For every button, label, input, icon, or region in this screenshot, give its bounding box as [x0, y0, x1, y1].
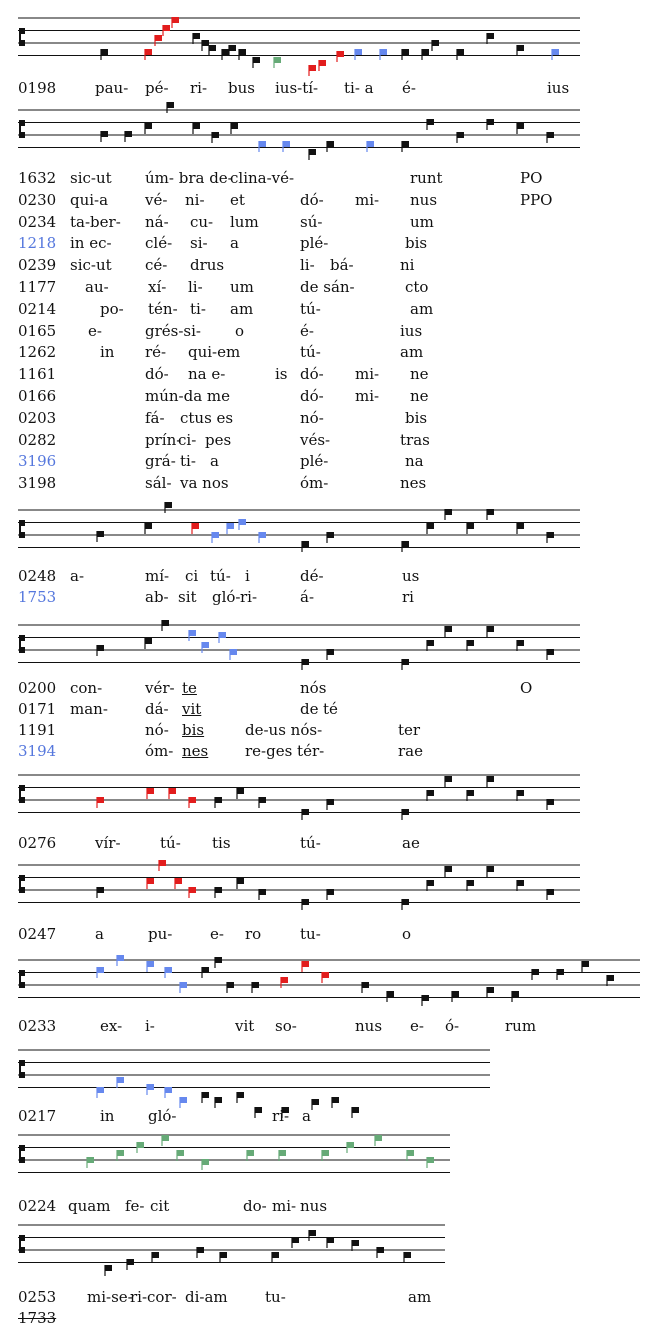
row-id: 1632: [18, 169, 57, 187]
c-clef-icon: [19, 785, 25, 803]
c-clef-icon: [19, 1060, 25, 1078]
neume-note: [239, 49, 246, 55]
neume-note: [215, 887, 222, 893]
syllable: li-: [188, 278, 203, 296]
syllable: lum: [230, 212, 259, 231]
neume-note: [547, 132, 554, 138]
neume-note: [432, 40, 439, 46]
lyric-row: 0198 pau- pé- ri- bus ius-tí- ti- a é- ius: [18, 79, 570, 97]
syllable: grá-: [145, 452, 176, 471]
neume-note: [487, 626, 494, 632]
neume-note: [101, 131, 108, 137]
neume-note: [97, 645, 104, 651]
neume-note: [355, 49, 362, 55]
staff-system-6: [0, 855, 657, 915]
syllable: ti-: [190, 299, 206, 318]
neume-note: [259, 889, 266, 895]
neume-note: [230, 649, 237, 655]
neume-note: [97, 797, 104, 803]
neume-note: [327, 889, 334, 895]
syllable: de sán-: [300, 278, 355, 296]
neume-note: [467, 523, 474, 529]
syllable: bá-: [330, 256, 354, 275]
syllable: é-: [300, 321, 314, 340]
neume-note: [259, 797, 266, 803]
neume-note: [427, 119, 434, 125]
syllable: am: [400, 343, 424, 362]
syllable: nus: [410, 190, 438, 209]
c-clef-icon: [19, 970, 25, 988]
syllable: mi-: [355, 365, 380, 384]
neume-note: [547, 649, 554, 655]
neume-note: [87, 1157, 94, 1163]
neume-note: [202, 1092, 209, 1098]
row-id: 0203: [18, 408, 57, 427]
neume-note: [147, 1084, 154, 1090]
neume-note: [362, 982, 369, 988]
neume-note: [97, 1087, 104, 1093]
syllable: po-: [100, 299, 124, 318]
neume-note: [145, 123, 152, 129]
neume-note: [327, 649, 334, 655]
syllable: prín-: [145, 430, 182, 449]
neume-note: [532, 969, 539, 975]
row-id: 0165: [18, 321, 57, 340]
syllable: ré-: [145, 343, 167, 362]
neume-note: [189, 887, 196, 893]
c-clef-icon: [19, 520, 25, 538]
neume-note: [189, 630, 196, 636]
syllable: et: [230, 190, 245, 209]
neume-note: [162, 1135, 169, 1141]
chant-page: 0198 pau- pé- ri- bus ius-tí- ti- a é- ius 1632 sic-ut úm- bra de- clina-vé- runt PO 0230 qui-a vé- ni- et dó- mi- nus PPO 0234 ta-ber- ná- cu- lum sú- um 1218 in ec- clé- si- a plé- bis 0239 sic-ut cé- drus li- bá- ni 1177 au- xí- li- um de sán- cto 0214 po- tén- ti- am tú- am 0165 e- grés-si- o é- ius 1262 in ré- qui-em tú- am 1161 dó- na e- is dó- mi- ne 0166 mún-da me dó- mi- ne 0203 fá- ctus es nó- bis 0282 prín- ci- pes vés- tras 3196 grá- ti- a plé- na 3198 sál- va nos óm- nes 0248 a- mí- ci tú- i dé- us 1753 ab- sit gló- ri- á- ri 0200 con- vér- te nós O 0171 man- dá- vit de té 1191 nó- bis de-us nós- ter 3194 óm- nes re-ges tér- rae 0276 vír- tú- tis tú- ae 0247 a pu- e- ro tu- o 0233 ex- i- vit so- nus e- ó- rum 0217 in gló- ri- a 0224 quam fe- cit do- mi- nus 0253 mi-se- ri-cor- di-am tu- am 1733: [0, 0, 657, 1338]
neume-note: [445, 509, 452, 515]
neume-note: [259, 532, 266, 538]
neume-note: [247, 1150, 254, 1156]
syllable: o: [235, 321, 245, 340]
neume-note: [215, 797, 222, 803]
neume-note: [487, 987, 494, 993]
neume-note: [404, 1252, 411, 1258]
neume-note: [427, 1157, 434, 1163]
neume-note: [180, 1097, 187, 1103]
neume-note: [487, 119, 494, 125]
syllable: clé-: [145, 234, 173, 253]
syllable: e-: [88, 321, 102, 340]
neume-note: [252, 982, 259, 988]
syllable: ne: [410, 387, 429, 405]
row-id: 1262: [18, 343, 57, 362]
neume-note: [445, 626, 452, 632]
syllable: cto: [405, 278, 429, 296]
syllable: am: [230, 299, 254, 318]
neume-note: [175, 878, 182, 884]
neume-note: [165, 967, 172, 973]
syllable: dó-: [300, 365, 324, 384]
neume-note: [272, 1252, 279, 1258]
syllable: úm- bra de-: [145, 169, 233, 187]
syllable: drus: [190, 256, 225, 275]
syllable: va nos: [180, 474, 229, 493]
neume-note: [215, 957, 222, 963]
neume-note: [309, 149, 316, 155]
neume-note: [547, 889, 554, 895]
neume-note: [212, 132, 219, 138]
syllable: is: [275, 365, 288, 384]
neume-note: [467, 790, 474, 796]
neume-note: [352, 1107, 359, 1113]
neume-note: [422, 49, 429, 55]
syllable: mi-: [355, 387, 380, 405]
neume-note: [302, 809, 309, 815]
neume-note: [202, 967, 209, 973]
syllable: tú-: [300, 343, 321, 362]
neume-note: [152, 1252, 159, 1258]
syllable: sál-: [145, 474, 172, 493]
neume-note: [512, 991, 519, 997]
neume-note: [147, 961, 154, 967]
neume-note: [193, 33, 200, 39]
neume-note: [212, 532, 219, 538]
neume-note: [517, 880, 524, 886]
syllable: qui-a: [70, 190, 109, 209]
c-clef-icon: [19, 1145, 25, 1163]
neume-note: [222, 49, 229, 55]
neume-note: [117, 1150, 124, 1156]
syllable: mi-: [355, 190, 380, 209]
neume-note: [337, 51, 344, 57]
neume-note: [457, 49, 464, 55]
syllable: óm-: [300, 474, 329, 493]
row-id: 0234: [18, 212, 57, 231]
neume-note: [202, 1159, 209, 1165]
syllable: cu-: [190, 212, 214, 231]
neume-note: [220, 1252, 227, 1258]
staff-system-2: [0, 100, 657, 160]
syllable: ius: [400, 321, 423, 340]
neume-note: [147, 788, 154, 794]
syllable: um: [410, 212, 434, 231]
neume-note: [101, 49, 108, 55]
neume-note: [422, 995, 429, 1001]
neume-note: [487, 776, 494, 782]
syllable: si-: [190, 234, 208, 253]
neume-note: [517, 45, 524, 51]
neume-note: [547, 799, 554, 805]
neume-note: [487, 33, 494, 39]
neume-note: [117, 1077, 124, 1083]
neume-note: [172, 17, 179, 23]
syllable: au-: [85, 278, 109, 296]
neume-note: [145, 638, 152, 644]
neume-note: [215, 1097, 222, 1103]
syllable: um: [230, 278, 254, 296]
syllable: a: [210, 452, 219, 471]
syllable: clina-vé-: [230, 169, 295, 187]
c-clef-icon: [19, 120, 25, 138]
neume-note: [327, 799, 334, 805]
neume-note: [380, 49, 387, 55]
neume-note: [327, 1237, 334, 1243]
neume-note: [105, 1265, 112, 1271]
neume-note: [487, 509, 494, 515]
neume-note: [322, 972, 329, 978]
neume-note: [145, 523, 152, 529]
row-id: 1177: [18, 278, 57, 296]
syllable: vé-: [145, 190, 168, 209]
row-id: 3196: [18, 452, 57, 471]
neume-note: [162, 620, 169, 626]
neume-note: [231, 123, 238, 129]
syllable: dó-: [300, 387, 324, 405]
neume-note: [487, 866, 494, 872]
syllable: sic-ut: [70, 169, 112, 187]
staff-system-1: [0, 8, 657, 68]
neume-note: [259, 141, 266, 147]
syllable: ni: [400, 256, 415, 275]
neume-note: [177, 1150, 184, 1156]
neume-note: [445, 776, 452, 782]
staff-system-5: [0, 765, 657, 825]
syllable: cé-: [145, 256, 168, 275]
neume-note: [445, 866, 452, 872]
syllable: ná-: [145, 212, 169, 231]
syllable: bis: [405, 408, 428, 427]
neume-note: [367, 141, 374, 147]
neume-note: [517, 640, 524, 646]
c-clef-icon: [19, 635, 25, 653]
neume-note: [302, 659, 309, 665]
neume-note: [517, 523, 524, 529]
neume-note: [377, 1247, 384, 1253]
staff-system-3: [0, 500, 657, 560]
syllable: in: [100, 343, 115, 362]
syllable: runt: [410, 169, 443, 187]
neume-note: [467, 640, 474, 646]
neume-note: [192, 523, 199, 529]
syllable: a: [230, 234, 239, 253]
row-id: 1161: [18, 365, 57, 384]
neume-note: [97, 531, 104, 537]
neume-note: [582, 961, 589, 967]
neume-note: [322, 1150, 329, 1156]
neume-note: [237, 878, 244, 884]
neume-note: [319, 60, 326, 66]
neume-note: [97, 887, 104, 893]
neume-note: [352, 1240, 359, 1246]
row-id: 0214: [18, 299, 57, 318]
neume-note: [427, 880, 434, 886]
syllable: ni-: [185, 190, 205, 209]
syllable: PPO: [520, 190, 553, 209]
neume-note: [180, 982, 187, 988]
neume-note: [137, 1142, 144, 1148]
neume-note: [375, 1135, 382, 1141]
neume-note: [165, 1087, 172, 1093]
syllable: tras: [400, 430, 430, 449]
neume-note: [255, 1107, 262, 1113]
syllable: tú-: [300, 299, 321, 318]
row-id: 1218: [18, 234, 57, 253]
syllable: nes: [400, 474, 427, 493]
row-id: 0230: [18, 190, 57, 209]
c-clef-icon: [19, 875, 25, 893]
neume-note: [309, 65, 316, 71]
c-clef-icon: [19, 28, 25, 46]
syllable: nó-: [300, 408, 324, 427]
neume-note: [227, 523, 234, 529]
syllable: plé-: [300, 452, 329, 471]
neume-note: [517, 790, 524, 796]
row-id: 0166: [18, 387, 57, 405]
neume-note: [209, 45, 216, 51]
neume-note: [402, 49, 409, 55]
syllable: tén-: [148, 299, 178, 318]
syllable: dó-: [300, 190, 324, 209]
neume-note: [253, 57, 260, 63]
neume-note: [292, 1237, 299, 1243]
neume-note: [309, 1230, 316, 1236]
neume-note: [237, 788, 244, 794]
neume-note: [117, 955, 124, 961]
neume-note: [147, 878, 154, 884]
neume-note: [237, 1092, 244, 1098]
neume-note: [189, 797, 196, 803]
neume-note: [402, 141, 409, 147]
syllable: fá-: [145, 408, 165, 427]
syllable: na e-: [188, 365, 226, 384]
neume-note: [159, 860, 166, 866]
neume-note: [402, 659, 409, 665]
neume-note: [127, 1259, 134, 1265]
row-id: 0282: [18, 430, 57, 449]
c-clef-icon: [19, 1235, 25, 1253]
neume-note: [452, 991, 459, 997]
neume-note: [227, 982, 234, 988]
neume-note: [302, 899, 309, 905]
neume-note: [283, 141, 290, 147]
staff-system-10: [0, 1215, 657, 1275]
syllable: grés-si-: [145, 321, 201, 340]
neume-note: [219, 632, 226, 638]
neume-note: [557, 969, 564, 975]
neume-note: [387, 991, 394, 997]
neume-note: [279, 1150, 286, 1156]
neume-note: [517, 123, 524, 129]
syllable: pes: [205, 430, 232, 449]
syllable: ta-ber-: [70, 212, 121, 231]
syllable: dó-: [145, 365, 169, 384]
neume-note: [427, 640, 434, 646]
staff-system-9: [0, 1125, 657, 1185]
neume-note: [327, 532, 334, 538]
syllable: plé-: [300, 234, 329, 253]
syllable: xí-: [148, 278, 167, 296]
neume-note: [312, 1099, 319, 1105]
syllable: ci-: [178, 430, 197, 449]
syllable: bis: [405, 234, 428, 253]
syllable: ti-: [180, 452, 196, 471]
row-id: 0239: [18, 256, 57, 275]
neume-note: [167, 102, 174, 108]
neume-note: [274, 57, 281, 63]
syllable: vés-: [300, 430, 331, 449]
neume-note: [402, 899, 409, 905]
neume-note: [155, 35, 162, 41]
neume-note: [332, 1097, 339, 1103]
neume-note: [427, 523, 434, 529]
neume-note: [125, 131, 132, 137]
neume-note: [281, 977, 288, 983]
neume-note: [457, 132, 464, 138]
syllable: sic-ut: [70, 256, 112, 275]
staff-system-4: [0, 615, 657, 675]
syllable: qui-em: [188, 343, 241, 362]
neume-note: [202, 40, 209, 46]
staff-system-7: [0, 950, 657, 1010]
neume-note: [327, 141, 334, 147]
neume-note: [97, 967, 104, 973]
syllable: na: [405, 452, 424, 471]
neume-note: [407, 1150, 414, 1156]
neume-note: [467, 880, 474, 886]
neume-note: [239, 519, 246, 525]
neume-note: [197, 1247, 204, 1253]
neume-note: [193, 123, 200, 129]
syllable: am: [410, 299, 434, 318]
neume-note: [163, 25, 170, 31]
neume-note: [427, 790, 434, 796]
syllable: sú-: [300, 212, 323, 231]
syllable: in ec-: [70, 234, 112, 253]
syllable: ctus es: [180, 408, 234, 427]
neume-note: [607, 975, 614, 981]
syllable: mún-da me: [145, 387, 231, 405]
row-id: 3198: [18, 474, 57, 493]
neume-note: [302, 961, 309, 967]
syllable: li-: [300, 256, 315, 275]
neume-note: [402, 541, 409, 547]
neume-note: [347, 1142, 354, 1148]
neume-note: [302, 541, 309, 547]
staff-system-8: [0, 1040, 657, 1100]
neume-note: [229, 45, 236, 51]
row-id: 0198: [18, 79, 57, 97]
neume-note: [169, 788, 176, 794]
neume-note: [547, 532, 554, 538]
neume-note: [202, 642, 209, 648]
syllable: PO: [520, 169, 543, 187]
neume-note: [552, 49, 559, 55]
neume-note: [145, 49, 152, 55]
neume-note: [165, 502, 172, 508]
syllable: ne: [410, 365, 429, 384]
neume-note: [402, 809, 409, 815]
